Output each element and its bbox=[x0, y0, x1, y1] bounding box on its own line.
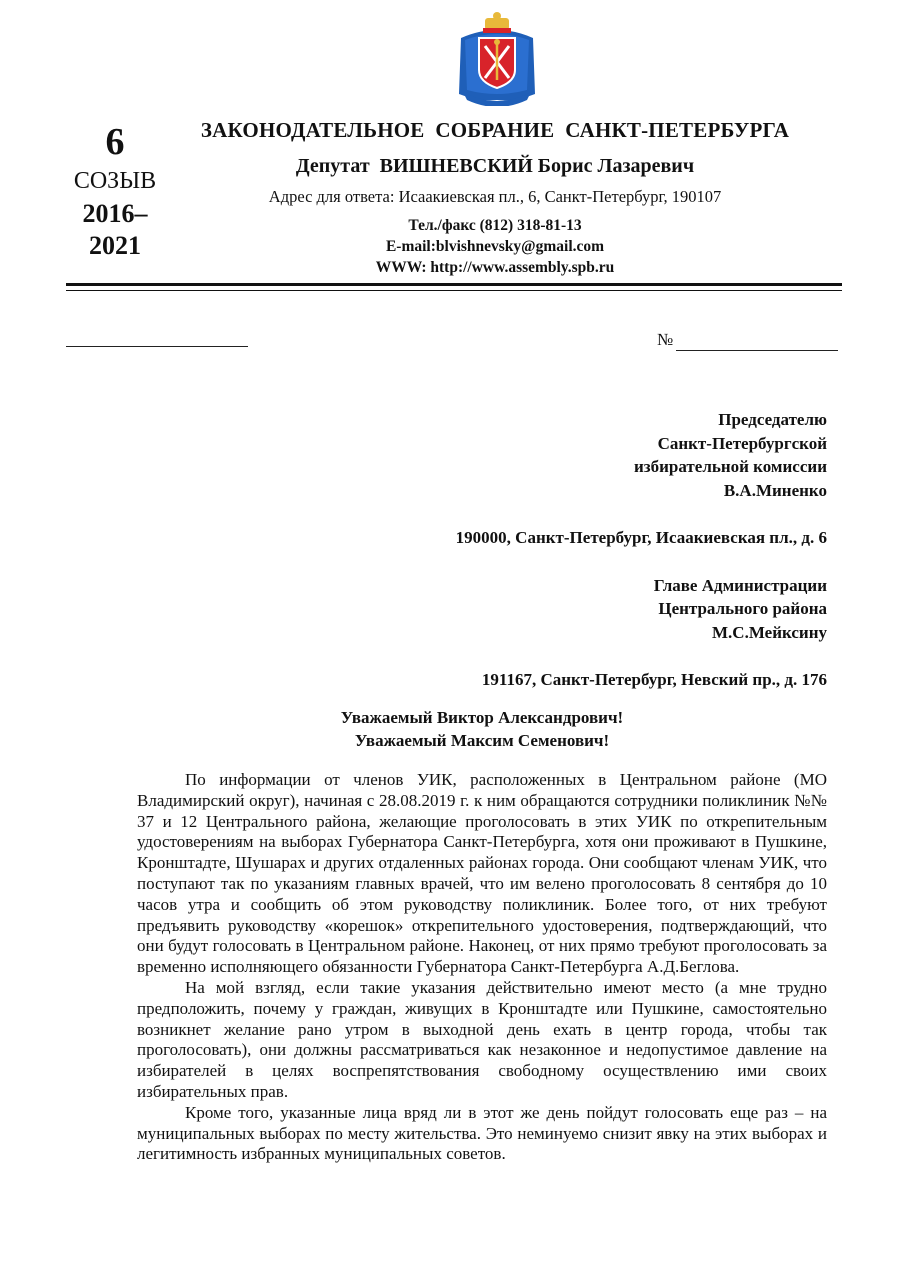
coat-of-arms-icon bbox=[455, 10, 539, 106]
recipients-block bbox=[300, 408, 827, 692]
deputy-name: Депутат ВИШНЕВСКИЙ Борис Лазаревич bbox=[295, 155, 695, 177]
header-divider-thin bbox=[66, 290, 842, 291]
reply-address: Адрес для ответа: Исаакиевская пл., 6, Санкт-Петербург, 190107 bbox=[268, 187, 722, 206]
body-paragraph: Кроме того, указанные лица вряд ли в этот же день пойдут голосовать еще раз – на муниципальных выборах по месту жительства. Это неминуемо снизит явку на этих выборах и легитимность избранных муниципальных советов. bbox=[137, 1102, 827, 1164]
contacts-block bbox=[180, 215, 810, 278]
salutation bbox=[137, 706, 827, 752]
organization-name: ЗАКОНОДАТЕЛЬНОЕ СОБРАНИЕ САНКТ-ПЕТЕРБУРГА bbox=[200, 118, 790, 142]
website: WWW: http://www.assembly.spb.ru bbox=[375, 259, 615, 276]
recipient-1-title: Председателю bbox=[718, 410, 827, 429]
header-divider-thick bbox=[66, 283, 842, 286]
recipient-2-org: Центрального района bbox=[658, 599, 827, 618]
letter-body bbox=[137, 770, 827, 1165]
recipient-1-address: 190000, Санкт-Петербург, Исаакиевская пл., д. 6 bbox=[455, 528, 827, 547]
recipient-2-name: М.С.Мейксину bbox=[712, 622, 827, 642]
recipient-1-org-cont: избирательной комиссии bbox=[633, 457, 827, 476]
convocation-years-end: 2021 bbox=[89, 231, 141, 260]
recipient-1-org: Санкт-Петербургской bbox=[657, 433, 827, 453]
salutation-line-2: Уважаемый Максим Семенович! bbox=[354, 731, 610, 750]
body-paragraph: На мой взгляд, если такие указания действительно имеют место (а мне трудно предположить, почему у граждан, живущих в Кронштадте или Пушкине, самостоятельно возникнет желание рано утром в выходной день ехать в центр города, чтобы так проголосовать), они должны рассматриваться как незаконное и недопустимое давление на избирателей в целях воспрепятствования свободному осуществлению ими своих избирательных прав. bbox=[137, 977, 827, 1101]
email-address: E-mail:blvishnevsky@gmail.com bbox=[385, 238, 605, 255]
body-paragraph: По информации от членов УИК, расположенных в Центральном районе (МО Владимирский округ), начиная с 28.08.2019 г. к ним обращаются сотрудники поликлиник №№ 37 и 12 Центрального района, желающие проголосовать в этих УИК по открепительным удостоверениям на выборах Губернатора Санкт-Петербурга, хотя они проживают в Пушкине, Кронштадте, Шушарах и других отдаленных районах города. Они сообщают членам УИК, что поступают так по указаниям главных врачей, что им велено проголосовать 8 сентября до 10 часов утра и сообщить об этом руководству поликлиник. Более того, от них требуют предъявить руководству «корешок» открепительного удостоверения, подтверждающий, что они будут голосовать в Центральном районе. Наконец, от них прямо требуют проголосовать за временно исполняющего обязанности Губернатора Санкт-Петербурга А.Д.Беглова. bbox=[137, 770, 827, 977]
convocation-label: СОЗЫВ bbox=[73, 168, 157, 194]
convocation-years-start: 2016– bbox=[82, 199, 148, 228]
convocation-block bbox=[60, 120, 170, 262]
phone-fax: Тел./факс (812) 318-81-13 bbox=[408, 217, 582, 234]
date-blank-line bbox=[66, 346, 248, 347]
registration-number-sign: № bbox=[657, 330, 674, 349]
recipient-2-title: Главе Администрации bbox=[653, 575, 827, 595]
recipient-1-name: В.А.Миненко bbox=[723, 480, 827, 500]
registration-number-blank-line bbox=[676, 350, 838, 351]
salutation-line-1: Уважаемый Виктор Александрович! bbox=[340, 708, 624, 727]
convocation-number: 6 bbox=[105, 121, 125, 163]
recipient-2-address: 191167, Санкт-Петербург, Невский пр., д. 176 bbox=[481, 670, 827, 689]
